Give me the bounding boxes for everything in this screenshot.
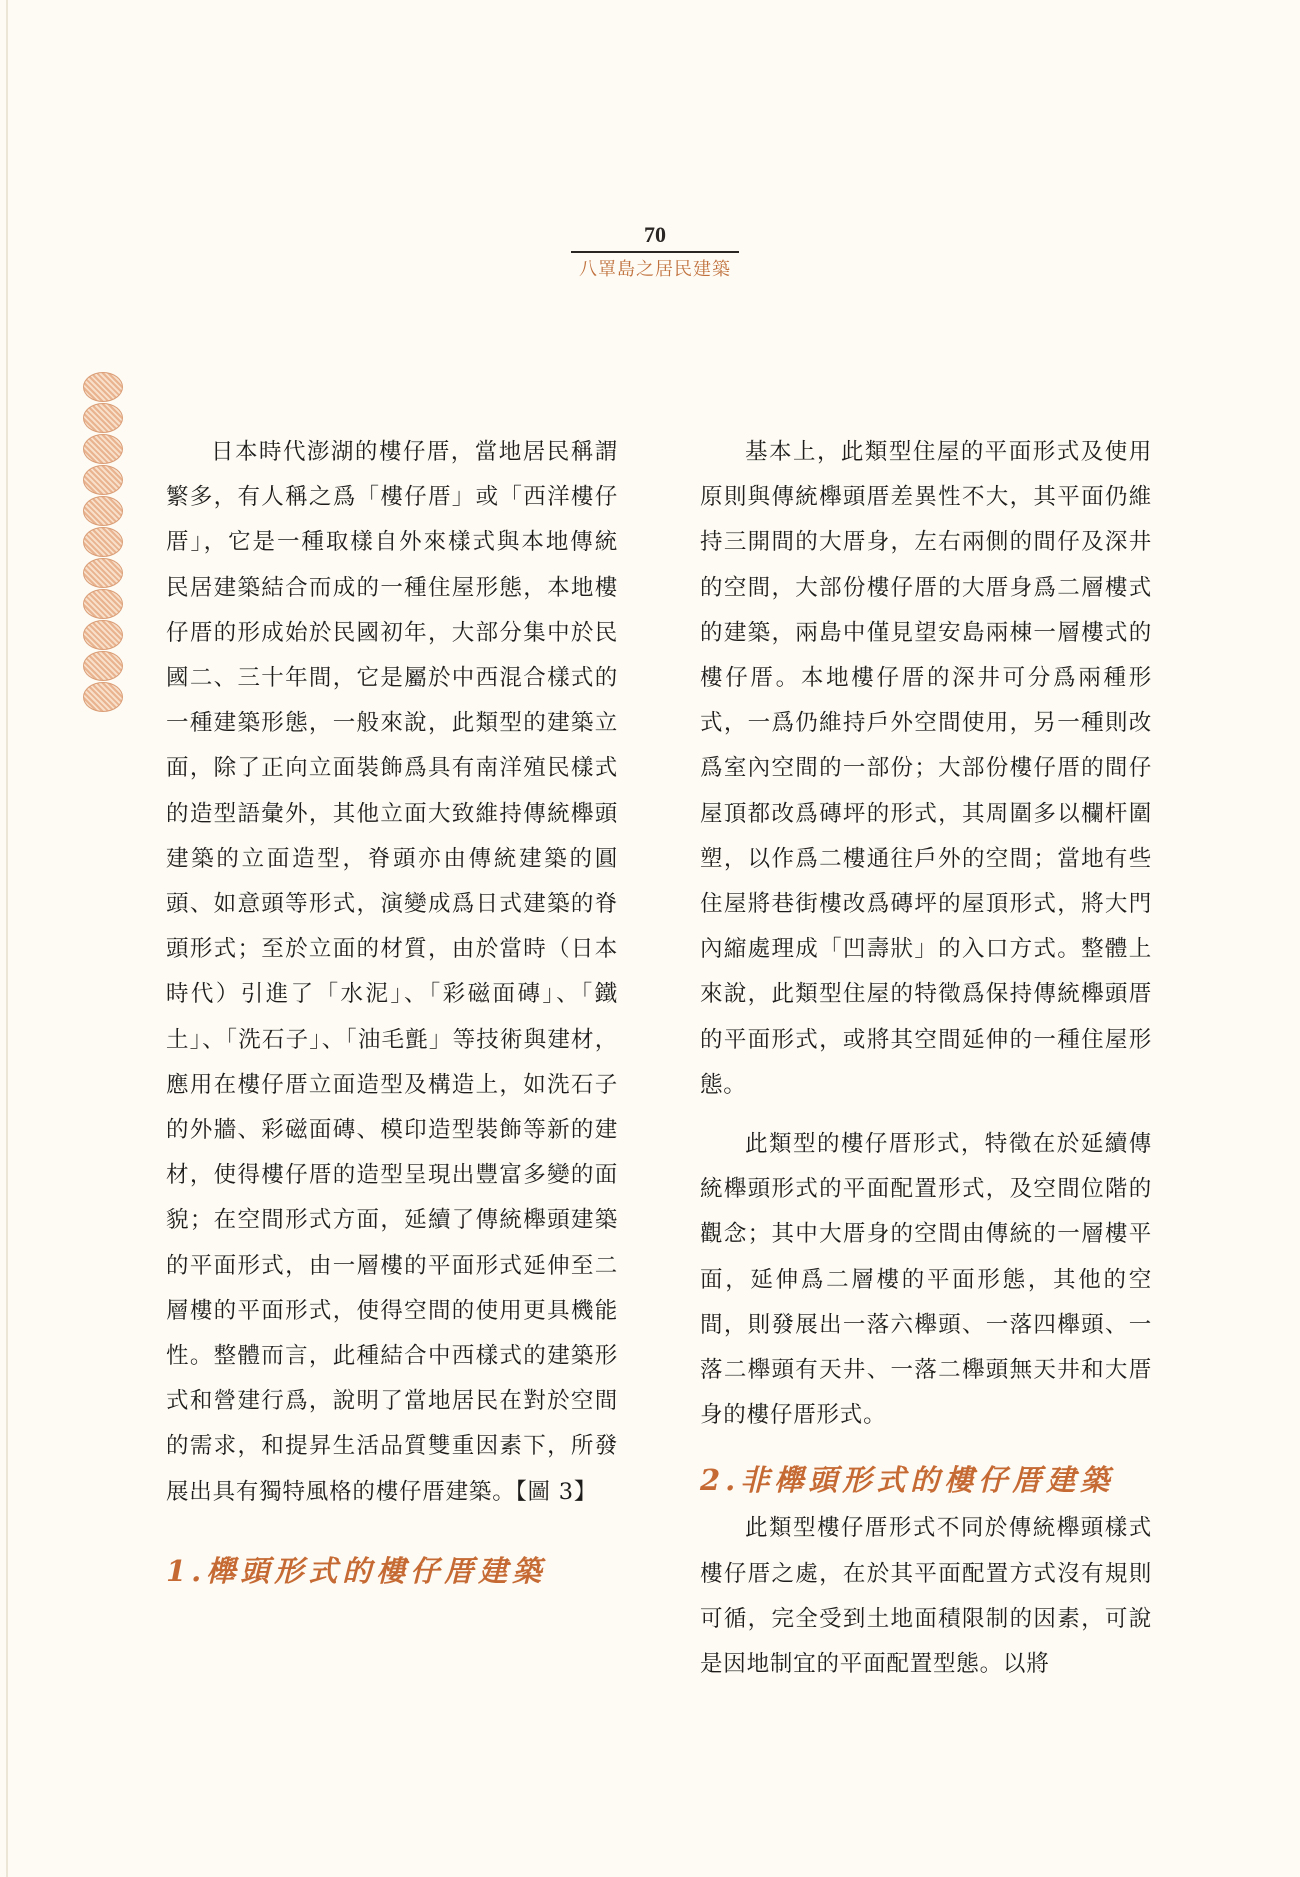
section-heading: 2.非櫸頭形式的樓仔厝建築 [700, 1463, 1115, 1498]
ornament-dot [83, 651, 123, 681]
running-title: 八罩島之居民建築 [579, 259, 731, 280]
page-edge-line [6, 0, 8, 1877]
right-column [700, 430, 1152, 1687]
page-header [570, 222, 740, 283]
body-paragraph: 基本上，此類型住屋的平面形式及使用原則與傳統櫸頭厝差異性不大，其平面仍維持三開間的大厝身，左右兩側的間仔及深井的空間，大部份樓仔厝的大厝身爲二層樓式的建築，兩島中僅見望安島兩棟一層樓式的樓仔厝。本地樓仔厝的深井可分爲兩種形式，一爲仍維持戶外空間使用，另一種則改爲室內空間的一部份；大部份樓仔厝的間仔屋頂都改爲磚坪的形式，其周圍多以欄杆圍塑，以作爲二樓通往戶外的空間；當地有些住屋將巷街樓改爲磚坪的屋頂形式，將大門內縮處理成「凹壽狀」的入口方式。整體上來說，此類型住屋的特徵爲保持傳統櫸頭厝的平面形式，或將其空間延伸的一種住屋形態。 [700, 439, 1152, 1098]
ornament-dot [83, 372, 123, 402]
body-paragraph: 日本時代澎湖的樓仔厝，當地居民稱謂繁多，有人稱之爲「樓仔厝」或「西洋樓仔厝」，它是一種取樣自外來樣式與本地傳統民居建築結合而成的一種住屋形態，本地樓仔厝的形成始於民國初年，大部分集中於民國二、三十年間，它是屬於中西混合樣式的一種建築形態，一般來說，此類型的建築立面，除了正向立面裝飾爲具有南洋殖民樣式的造型語彙外，其他立面大致維持傳統櫸頭建築的立面造型，脊頭亦由傳統建築的圓頭、如意頭等形式，演變成爲日式建築的脊頭形式；至於立面的材質，由於當時（日本時代）引進了「水泥」、「彩磁面磚」、「鐵土」、「洗石子」、「油毛氈」等技術與建材，應用在樓仔厝立面造型及構造上，如洗石子的外牆、彩磁面磚、模印造型裝飾等新的建材，使得樓仔厝的造型呈現出豐富多變的面貌；在空間形式方面，延續了傳統櫸頭建築的平面形式，由一層樓的平面形式延伸至二層樓的平面形式，使得空間的使用更具機能性。整體而言，此種結合中西樣式的建築形式和營建行爲，說明了當地居民在對於空間的需求，和提昇生活品質雙重因素下，所發展出具有獨特風格的樓仔厝建築。【圖 3】 [166, 439, 618, 1505]
paragraph-gap [700, 1108, 1152, 1122]
body-paragraph: 此類型的樓仔厝形式，特徵在於延續傳統櫸頭形式的平面配置形式，及空間位階的觀念；其中大厝身的空間由傳統的一層樓平面，延伸爲二層樓的平面形態，其他的空間，則發展出一落六櫸頭、一落四櫸頭、一落二櫸頭有天井、一落二櫸頭無天井和大厝身的樓仔厝形式。 [700, 1131, 1152, 1429]
header-rule [571, 251, 739, 253]
left-column [166, 430, 618, 1601]
ornament-dot [83, 620, 123, 650]
ornament-dot [83, 465, 123, 495]
ornament-dot [83, 496, 123, 526]
ornament-dot [83, 434, 123, 464]
ornament-dot [83, 527, 123, 557]
body-paragraph: 此類型樓仔厝形式不同於傳統櫸頭樣式樓仔厝之處，在於其平面配置方式沒有規則可循，完全受到土地面積限制的因素，可說是因地制宜的平面配置型態。以將 [700, 1515, 1152, 1678]
decorative-dot-column-icon [83, 372, 125, 713]
ornament-dot [83, 589, 123, 619]
ornament-dot [83, 682, 123, 712]
section-heading: 1.櫸頭形式的樓仔厝建築 [166, 1553, 547, 1588]
ornament-dot [83, 558, 123, 588]
page-number: 70 [644, 222, 666, 247]
ornament-dot [83, 403, 123, 433]
